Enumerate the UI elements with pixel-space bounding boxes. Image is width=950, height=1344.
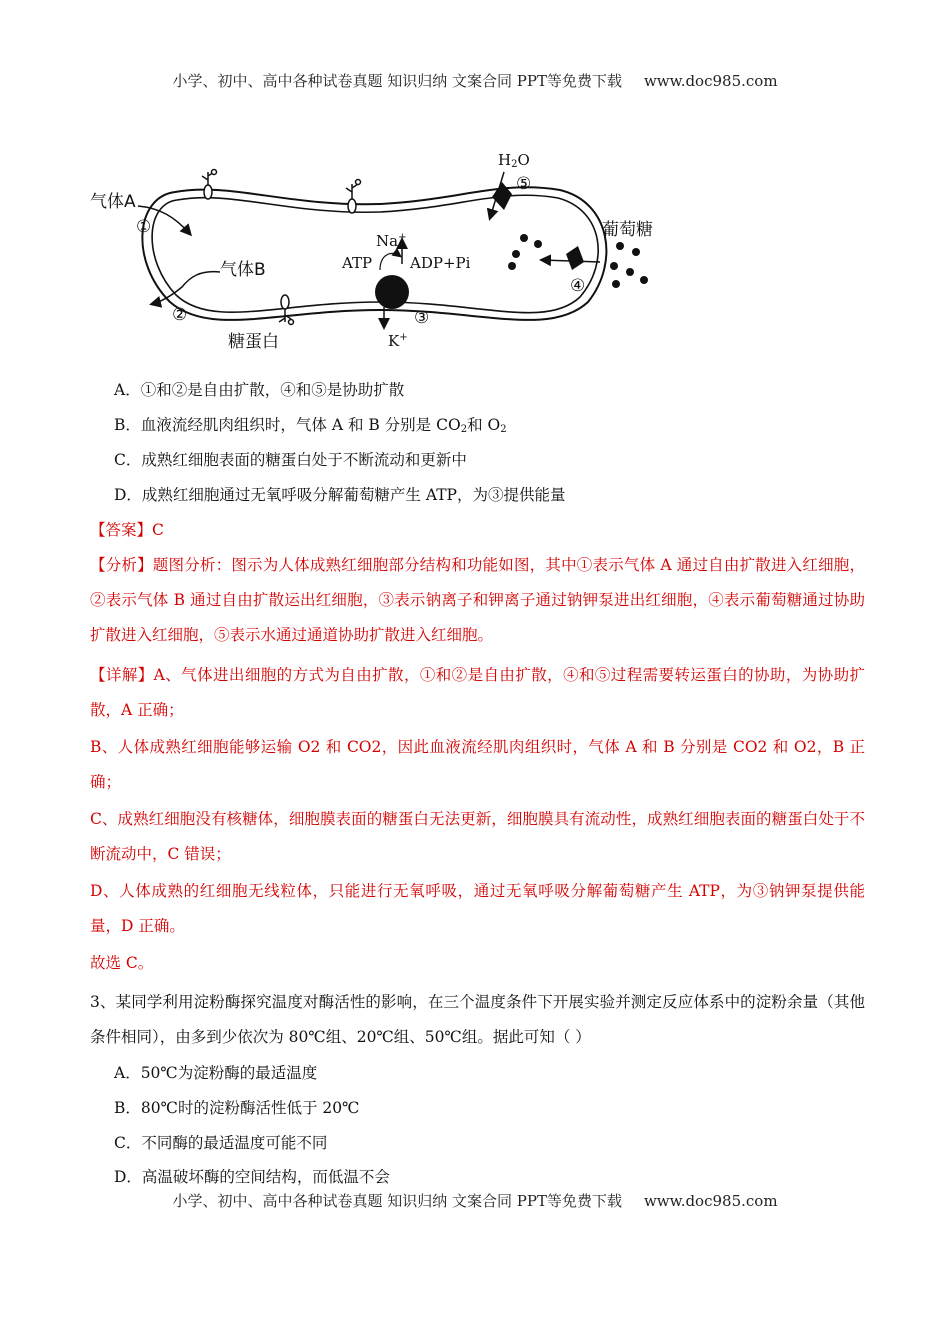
page-header bbox=[0, 70, 950, 91]
detail-c: C、成熟红细胞没有核糖体，细胞膜表面的糖蛋白无法更新，细胞膜具有流动性，成熟红细胞表面的糖蛋白处于不断流动中，C 错误； bbox=[90, 810, 865, 863]
gas-b-label: 气体B bbox=[220, 260, 266, 280]
circle-number-3: ③ bbox=[414, 308, 430, 328]
header-text: 小学、初中、高中各种试卷真题 知识归纳 文案合同 PPT等免费下载 bbox=[172, 72, 622, 90]
adp-label: ADP+Pi bbox=[410, 254, 471, 272]
option-d: D．成熟红细胞通过无氧呼吸分解葡萄糖产生 ATP，为③提供能量 bbox=[114, 486, 566, 504]
conclusion: 故选 C。 bbox=[90, 954, 154, 972]
q3-option-d: D．高温破坏酶的空间结构，而低温不会 bbox=[114, 1168, 390, 1186]
cell-diagram bbox=[80, 142, 680, 364]
q3-option-b: B．80℃时的淀粉酶活性低于 20℃ bbox=[114, 1099, 360, 1117]
glucose-label: 葡萄糖 bbox=[602, 220, 653, 240]
option-a: A．①和②是自由扩散，④和⑤是协助扩散 bbox=[114, 381, 405, 399]
circle-number-4: ④ bbox=[570, 276, 586, 296]
sodium-potassium-pump bbox=[375, 275, 409, 309]
header-url: www.doc985.com bbox=[643, 72, 778, 90]
red-blood-cell-figure bbox=[80, 142, 680, 364]
footer-url: www.doc985.com bbox=[643, 1192, 778, 1210]
outer-membrane bbox=[142, 187, 606, 320]
question-3-stem: 3、某同学利用淀粉酶探究温度对酶活性的影响，在三个温度条件下开展实验并测定反应体系中的淀粉余量（其他条件相同），由多到少依次为 80℃组、20℃组、50℃组。据此可知（ ） bbox=[90, 993, 865, 1046]
footer-text: 小学、初中、高中各种试卷真题 知识归纳 文案合同 PPT等免费下载 bbox=[172, 1192, 622, 1210]
detail-a: 【详解】A、气体进出细胞的方式为自由扩散，①和②是自由扩散，④和⑤过程需要转运蛋白的协助，为协助扩散，A 正确； bbox=[90, 666, 865, 719]
circle-number-1: ① bbox=[136, 217, 152, 237]
potassium-label: K+ bbox=[388, 332, 408, 350]
glycoprotein-top-left bbox=[202, 170, 217, 200]
detail-d: D、人体成熟的红细胞无线粒体，只能进行无氧呼吸，通过无氧呼吸分解葡萄糖产生 ATP，为③钠钾泵提供能量，D 正确。 bbox=[90, 882, 865, 935]
gas-a-label: 气体A bbox=[90, 192, 136, 212]
option-b: B．血液流经肌肉组织时，气体 A 和 B 分别是 $CO_2$和 $O_2$ bbox=[114, 416, 507, 435]
atp-label: ATP bbox=[342, 254, 373, 272]
analysis-paragraph: 【分析】题图分析：图示为人体成熟红细胞部分结构和功能如图，其中①表示气体 A 通过自由扩散进入红细胞，②表示气体 B 通过自由扩散运出红细胞，③表示钠离子和钾离子通过钠钾泵进出红细胞，④表示葡萄糖通过协助扩散进入红细胞，⑤表示水通过通道协助扩散进入红细胞。 bbox=[90, 556, 865, 644]
q3-option-c: C．不同酶的最适温度可能不同 bbox=[114, 1134, 328, 1152]
page-footer bbox=[0, 1190, 950, 1211]
water-label: $H_2O$ bbox=[498, 151, 530, 170]
glycoprotein-label: 糖蛋白 bbox=[228, 332, 279, 352]
inner-membrane bbox=[152, 195, 598, 312]
sodium-label: Na+ bbox=[376, 232, 407, 250]
option-c: C．成熟红细胞表面的糖蛋白处于不断流动和更新中 bbox=[114, 451, 467, 469]
circle-number-2: ② bbox=[172, 305, 188, 325]
glucose-carrier bbox=[566, 246, 584, 270]
water-channel bbox=[492, 182, 512, 210]
q3-option-a: A．50℃为淀粉酶的最适温度 bbox=[114, 1064, 318, 1082]
glycoprotein-bottom bbox=[279, 295, 294, 325]
circle-number-5: ⑤ bbox=[516, 174, 532, 194]
detail-b: B、人体成熟红细胞能够运输 O2 和 CO2，因此血液流经肌肉组织时，气体 A 和 B 分别是 CO2 和 O2，B 正确； bbox=[90, 738, 865, 791]
answer: 【答案】C bbox=[90, 521, 164, 539]
glycoprotein-top-middle bbox=[346, 180, 361, 214]
